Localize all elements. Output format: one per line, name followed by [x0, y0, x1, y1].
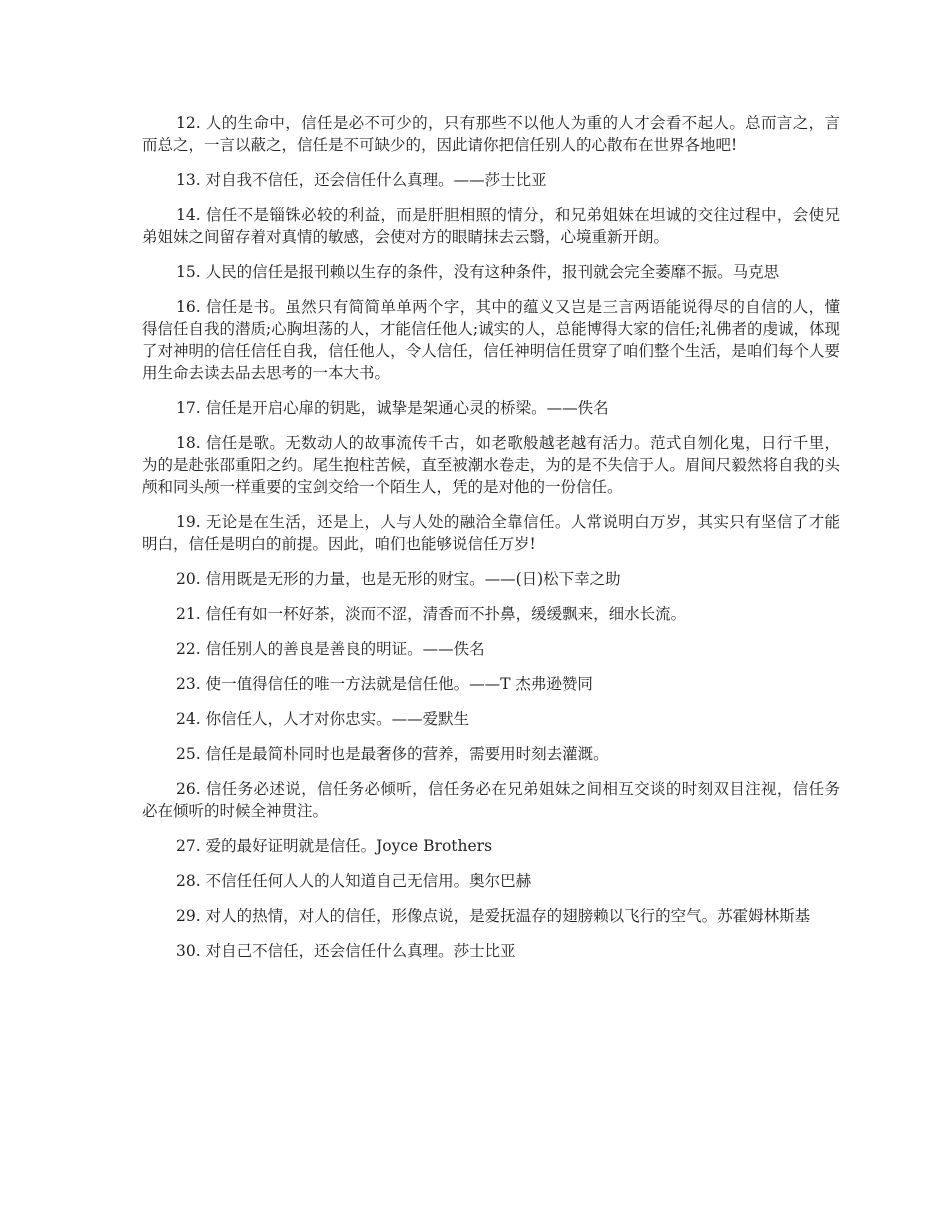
- paragraph-12: 12. 人的生命中，信任是必不可少的，只有那些不以他人为重的人才会看不起人。总而言之，言而总之，一言以蔽之，信任是不可缺少的，因此请你把信任别人的心散布在世界各地吧!: [142, 114, 840, 154]
- paragraph-21: 21. 信任有如一杯好茶，淡而不涩，清香而不扑鼻，缓缓飘来，细水长流。: [176, 605, 687, 623]
- paragraph-16: 16. 信任是书。虽然只有简简单单两个字，其中的蕴义又岂是三言两语能说得尽的自信的人，懂得信任自我的潜质;心胸坦荡的人，才能信任他人;诚实的人，总能博得大家的信任;礼佛者的虔诚，体现了对神明的信任信任自我，信任他人，令人信任，信任神明信任贯穿了咱们整个生活，是咱们每个人要用生命去读去品去思考的一本大书。: [142, 298, 840, 382]
- paragraph-23: 23. 使一值得信任的唯一方法就是信任他。——T 杰弗逊赞同: [176, 675, 593, 693]
- paragraph-24: 24. 你信任人，人才对你忠实。——爱默生: [176, 710, 470, 728]
- paragraph-14: 14. 信任不是锱铢必较的利益，而是肝胆相照的情分，和兄弟姐妹在坦诚的交往过程中，会使兄弟姐妹之间留存着对真情的敏感，会使对方的眼睛抹去云翳，心境重新开朗。: [142, 206, 840, 246]
- paragraph-19: 19. 无论是在生活，还是上，人与人处的融洽全靠信任。人常说明白万岁，其实只有坚信了才能明白，信任是明白的前提。因此，咱们也能够说信任万岁!: [142, 513, 840, 553]
- paragraph-25: 25. 信任是最简朴同时也是最奢侈的营养，需要用时刻去灌溉。: [176, 745, 609, 763]
- paragraph-13: 13. 对自我不信任，还会信任什么真理。——莎士比亚: [176, 171, 547, 189]
- paragraph-18: 18. 信任是歌。无数动人的故事流传千古，如老歌般越老越有活力。范式自刎化鬼，日行千里，为的是赴张邵重阳之约。尾生抱柱苦候，直至被潮水卷走，为的是不失信于人。眉间尺毅然将自我的头颅和同头颅一样重要的宝剑交给一个陌生人，凭的是对他的一份信任。: [142, 434, 840, 496]
- paragraph-15: 15. 人民的信任是报刊赖以生存的条件，没有这种条件，报刊就会完全萎靡不振。马克思: [176, 263, 780, 281]
- paragraph-28: 28. 不信任任何人人的人知道自己无信用。奥尔巴赫: [176, 872, 532, 890]
- paragraph-22: 22. 信任别人的善良是善良的明证。——佚名: [176, 640, 485, 658]
- paragraph-27: 27. 爱的最好证明就是信任。Joyce Brothers: [176, 837, 493, 855]
- paragraph-29: 29. 对人的热情，对人的信任，形像点说，是爱抚温存的翅膀赖以飞行的空气。苏霍姆林斯基: [176, 907, 811, 925]
- paragraph-26: 26. 信任务必述说，信任务必倾听，信任务必在兄弟姐妹之间相互交谈的时刻双目注视，信任务必在倾听的时候全神贯注。: [142, 780, 840, 820]
- paragraph-17: 17. 信任是开启心扉的钥匙，诚挚是架通心灵的桥梁。——佚名: [176, 399, 609, 417]
- paragraph-20: 20. 信用既是无形的力量，也是无形的财宝。——(日)松下幸之助: [176, 570, 621, 588]
- paragraph-30: 30. 对自己不信任，还会信任什么真理。莎士比亚: [176, 942, 516, 960]
